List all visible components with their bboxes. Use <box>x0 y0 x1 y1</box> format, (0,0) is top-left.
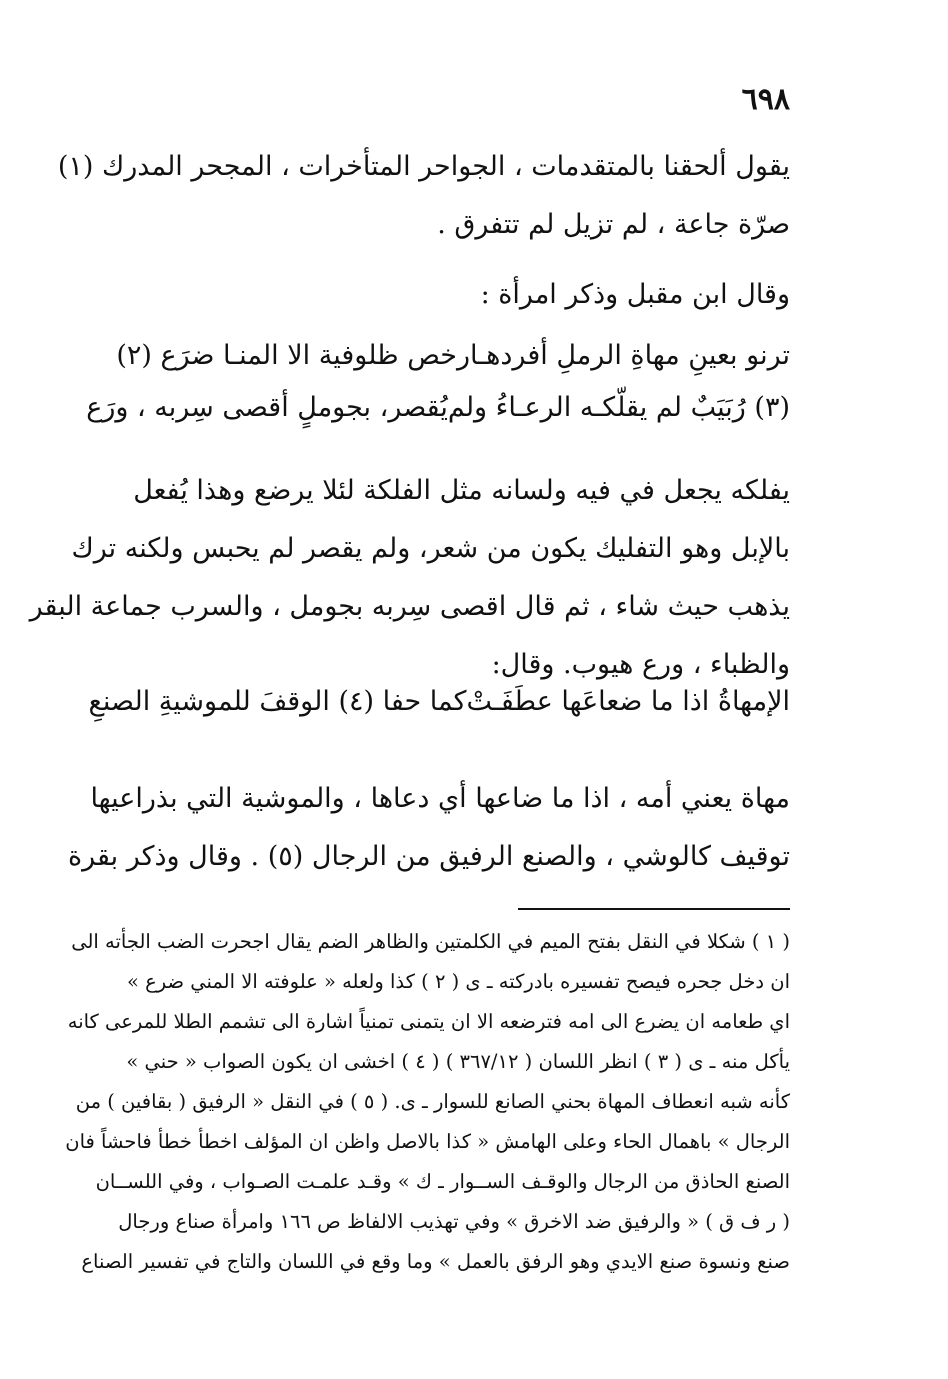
footnote-line: ان دخل جحره فيصح تفسيره بادركته ـ ى ( ٢ ) كذا ولعله « علوفته الا المني ضرع » <box>126 970 790 993</box>
page-number: ٦٩٨ <box>741 82 790 117</box>
verse-2 <box>88 676 790 728</box>
text-line: يقول ألحقنا بالمتقدمات ، الجواحر المتأخرات ، المجحر المدرك (١) <box>57 151 790 182</box>
footnote-divider <box>518 908 790 910</box>
paragraph-4 <box>67 770 790 886</box>
paragraph-1 <box>57 138 790 254</box>
verse-hemistich: ترنو بعينِ مهاةِ الرملِ أفردهـا <box>470 340 790 371</box>
footnote-line: ( ١ ) شكلا في النقل بفتح الميم في الكلمتين والظاهر الضم يقال اجحرت الضب الجأته الى <box>71 930 790 953</box>
text-line: والظباء ، ورع هيوب. وقال: <box>491 649 790 680</box>
text-line: بالإبل وهو التفليك يكون من شعر، ولم يقصر لم يحبس ولكنه ترك <box>71 533 790 564</box>
footnote-line: اي طعامه ان يضرع الى امه فترضعه الا ان يتمنى تمنياً اشارة الى تشمم الطلا للمرعى كانه <box>67 1010 790 1033</box>
verse-hemistich: الإمهاةُ اذا ما ضعاعَها عطَفَـتْ <box>466 686 790 717</box>
text-line: يذهب حيث شاء ، ثم قال اقصى سِربه بجومل ، والسرب جماعة البقر <box>29 591 790 622</box>
verse-row <box>86 382 790 434</box>
verse-1 <box>86 330 790 434</box>
verse-row <box>116 330 790 382</box>
verse-row <box>88 676 790 728</box>
verse-hemistich: (٣) رُبَيَبٌ لم يقلّكـه الرعـاءُ ولم <box>447 392 790 423</box>
text-line: مهاة يعني أمه ، اذا ما ضاعها أي دعاها ، والموشية التي بذراعيها <box>90 783 790 814</box>
text-line: توقيف كالوشي ، والصنع الرفيق من الرجال (٥) . وقال وذكر بقرة <box>67 841 790 872</box>
paragraph-3 <box>29 462 790 694</box>
footnote-line: يأكل منه ـ ى ( ٣ ) انظر اللسان ( ٣٦٧/١٢ ) ( ٤ ) اخشى ان يكون الصواب « حني » <box>126 1050 790 1073</box>
verse-hemistich: رخص ظلوفية الا المنـا ضرَع (٢) <box>116 340 471 371</box>
text-line: يفلكه يجعل في فيه ولسانه مثل الفلكة لئلا يرضع وهذا يُفعل <box>133 475 790 506</box>
footnote-line: الصنع الحاذق من الرجال والوقـف الســوار ـ ك » وقـد علمـت الصـواب ، وفي اللســان <box>95 1170 790 1193</box>
footnote-line: الرجال » باهمال الحاء وعلى الهامش « كذا بالاصل واظن ان المؤلف اخطأ خطأ فاحشاً فان <box>65 1130 790 1153</box>
paragraph-2 <box>154 266 790 324</box>
footnote-line: كأنه شبه انعطاف المهاة بحني الصانع للسوار ـ ى. ( ٥ ) في النقل « الرفيق ( بقافين ) من <box>75 1090 790 1113</box>
footnotes <box>65 922 790 1282</box>
verse-hemistich: يُقصر، بجوملٍ أقصى سِربه ، ورَع <box>86 392 448 423</box>
text-line: صرّة جاعة ، لم تزيل لم تتفرق . <box>437 209 790 240</box>
text-line: وقال ابن مقبل وذكر امرأة : <box>480 279 790 310</box>
verse-hemistich: كما حفا (٤) الوقفَ للموشيةِ الصنعِ <box>88 686 467 717</box>
footnote-line: صنع ونسوة صنع الايدي وهو الرفق بالعمل » وما وقع في اللسان والتاج في تفسير الصناع <box>81 1250 790 1273</box>
footnote-line: ( ر ف ق ) « والرفيق ضد الاخرق » وفي تهذيب الالفاظ ص ١٦٦ وامرأة صناع ورجال <box>118 1210 790 1233</box>
